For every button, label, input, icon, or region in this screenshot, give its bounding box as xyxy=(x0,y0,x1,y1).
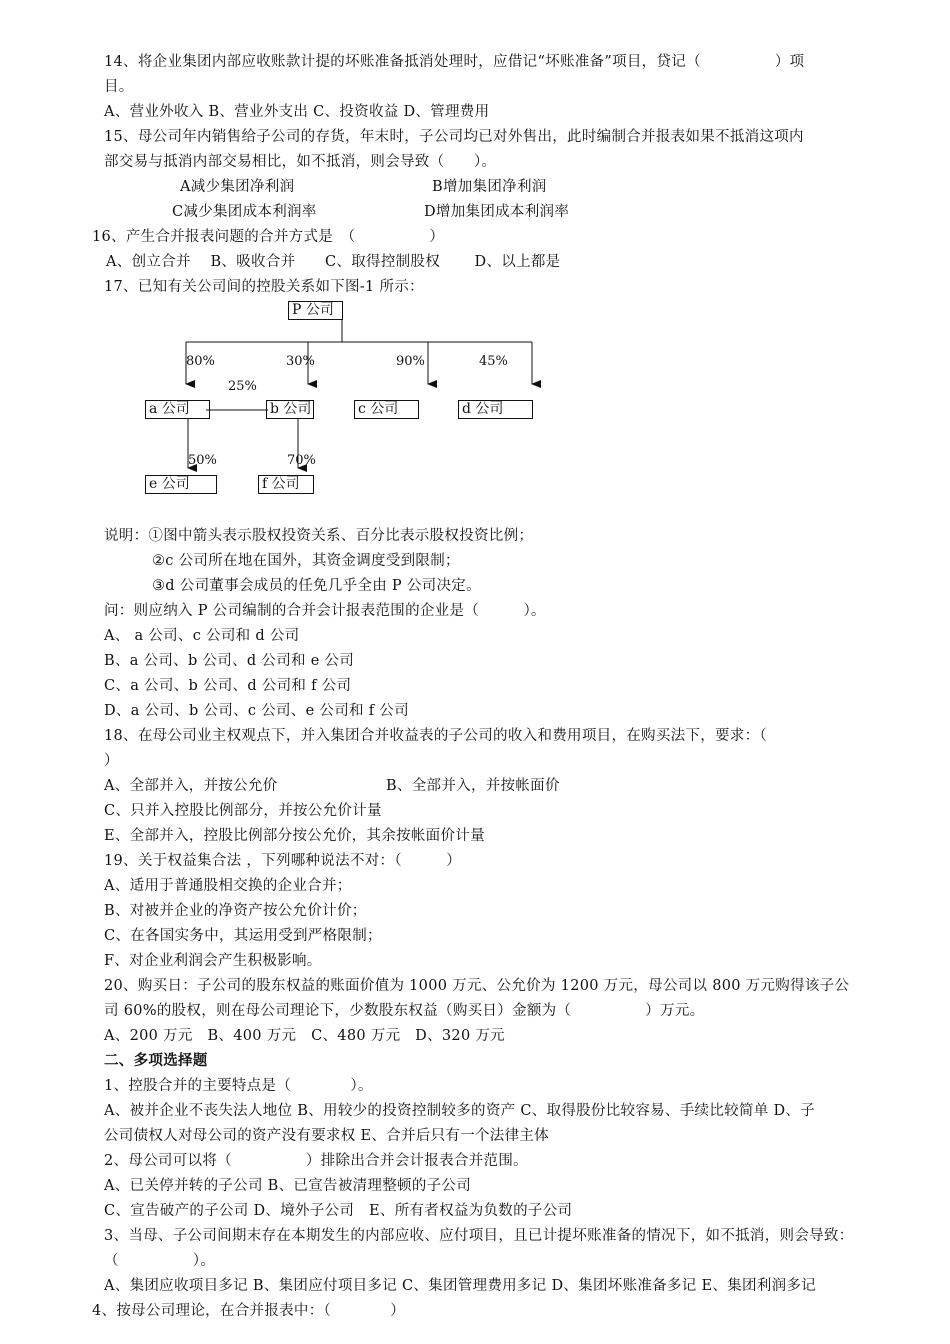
q18-line2: ） xyxy=(104,753,119,769)
q14-options: A、营业外收入 B、营业外支出 C、投资收益 D、管理费用 xyxy=(104,104,490,120)
pct-p-c: 90% xyxy=(396,354,425,369)
mq2-options-1: A、已关停并转的子公司 B、已宣告被清理整顿的子公司 xyxy=(104,1178,472,1194)
company-c-box: c 公司 xyxy=(354,400,419,419)
q19-line: 19、关于权益集合法 ，下列哪种说法不对：（ ） xyxy=(104,853,462,869)
q20-line2: 司 60%的股权，则在母公司理论下，少数股东权益（购买日）金额为（ ）万元。 xyxy=(104,1003,705,1019)
q17-question: 问：则应纳入 P 公司编制的合并会计报表范围的企业是（ ）。 xyxy=(104,603,546,619)
q18-option-a: A、全部并入，并按公允价 xyxy=(104,778,278,794)
q20-options: A、200 万元 B、400 万元 C、480 万元 D、320 万元 xyxy=(104,1028,505,1044)
q17-option-a: A、 a 公司、c 公司和 d 公司 xyxy=(104,628,300,644)
q19-option-b: B、对被并企业的净资产按公允价计价； xyxy=(104,903,367,919)
q18-option-b: B、全部并入，并按帐面价 xyxy=(386,778,560,794)
q17-line: 17、已知有关公司间的控股关系如下图-1 所示： xyxy=(104,279,424,295)
company-d-box: d 公司 xyxy=(458,400,533,419)
q19-option-f: F、对企业利润会产生积极影响。 xyxy=(104,953,322,969)
q17-option-b: B、a 公司、b 公司、d 公司和 e 公司 xyxy=(104,653,355,669)
q17-option-d: D、a 公司、b 公司、c 公司、e 公司和 f 公司 xyxy=(104,703,409,719)
q18-option-e: E、全部并入，控股比例部分按公允价，其余按帐面价计量 xyxy=(104,828,485,844)
q15-option-b: B增加集团净利润 xyxy=(432,179,547,195)
note-2: ②c 公司所在地在国外，其资金调度受到限制； xyxy=(152,553,460,569)
mq4-line: 4、按母公司理论，在合并报表中：（ ） xyxy=(92,1303,406,1319)
mq1-options-2: 公司债权人对母公司的资产没有要求权 E、合并后只有一个法律主体 xyxy=(104,1128,549,1144)
mq3-line1: 3、当母、子公司间期末存在本期发生的内部应收、应付项目，且已计提坏账准备的情况下，如不抵消，则会导致： xyxy=(104,1228,854,1244)
pct-b-f: 70% xyxy=(287,453,316,468)
q19-option-c: C、在各国实务中，其运用受到严格限制； xyxy=(104,928,382,944)
q14-line2: 目。 xyxy=(104,79,134,95)
mq3-options: A、集团应收项目多记 B、集团应付项目多记 C、集团管理费用多记 D、集团坏账准备多记 E、集团利润多记 xyxy=(104,1278,816,1294)
q15-option-c: C减少集团成本利润率 xyxy=(172,204,317,220)
company-e-box: e 公司 xyxy=(145,475,217,494)
q19-option-a: A、适用于普通股相交换的企业合并； xyxy=(104,878,352,894)
q18-option-c: C、只并入控股比例部分，并按公允价计量 xyxy=(104,803,382,819)
company-a-box: a 公司 xyxy=(145,400,210,419)
q15-option-d: D增加集团成本利润率 xyxy=(424,204,570,220)
mq1-options-1: A、被并企业不丧失法人地位 B、用较少的投资控制较多的资产 C、取得股份比较容易、手续比较简单 D、子 xyxy=(104,1103,815,1119)
company-f-box: f 公司 xyxy=(258,475,314,494)
q15-option-a: A减少集团净利润 xyxy=(180,179,295,195)
pct-a-b: 25% xyxy=(228,379,257,394)
pct-a-e: 50% xyxy=(188,453,217,468)
company-b-box: b 公司 xyxy=(266,400,314,419)
q17-option-c: C、a 公司、b 公司、d 公司和 f 公司 xyxy=(104,678,352,694)
mq1-line: 1、控股合并的主要特点是（ ）。 xyxy=(104,1078,373,1094)
pct-p-d: 45% xyxy=(479,354,508,369)
mq2-line: 2、母公司可以将（ ）排除出合并会计报表合并范围。 xyxy=(104,1153,528,1169)
q20-line1: 20、购买日：子公司的股东权益的账面价值为 1000 万元、公允价为 1200 万元，母公司以 800 万元购得该子公 xyxy=(104,978,850,994)
note-1: 说明：①图中箭头表示股权投资关系、百分比表示股权投资比例； xyxy=(104,528,534,544)
note-3: ③d 公司董事会成员的任免几乎全由 P 公司决定。 xyxy=(152,578,481,594)
company-p-box: P 公司 xyxy=(288,301,343,320)
pct-p-a: 80% xyxy=(186,354,215,369)
mq3-line2: （ ）。 xyxy=(104,1253,216,1269)
q15-line1: 15、母公司年内销售给子公司的存货，年末时，子公司均已对外售出，此时编制合并报表如果不抵消这项内 xyxy=(104,129,804,145)
q15-line2: 部交易与抵消内部交易相比，如不抵消，则会导致（ ）。 xyxy=(104,154,497,170)
q18-line1: 18、在母公司业主权观点下，并入集团合并收益表的子公司的收入和费用项目，在购买法下，要求：（ xyxy=(104,728,767,744)
q14-line1: 14、将企业集团内部应收账款计提的坏账准备抵消处理时，应借记“坏账准备”项目，贷记（ ）项 xyxy=(104,54,805,70)
mq2-options-2: C、宣告破产的子公司 D、境外子公司 E、所有者权益为负数的子公司 xyxy=(104,1203,573,1219)
q16-line: 16、产生合并报表问题的合并方式是 （ ） xyxy=(92,229,445,245)
q16-options: A、创立合并 B、吸收合并 C、取得控制股权 D、以上都是 xyxy=(106,254,561,270)
pct-p-b: 30% xyxy=(286,354,315,369)
section-heading: 二、多项选择题 xyxy=(104,1052,208,1069)
